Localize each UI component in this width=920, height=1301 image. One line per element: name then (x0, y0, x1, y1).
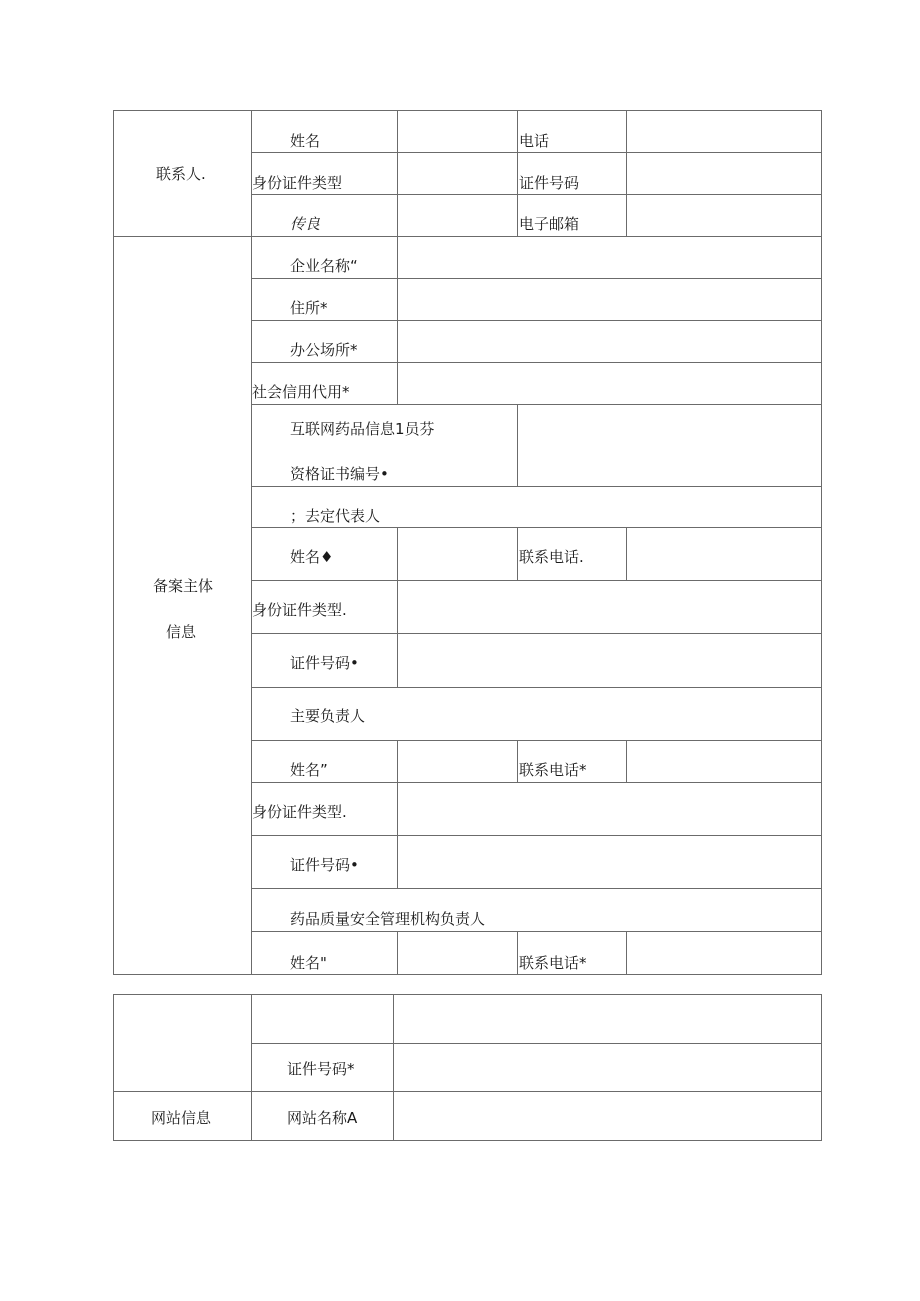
company-name-label: 企业名称“ (290, 257, 358, 275)
principal-id-type-field[interactable] (398, 783, 820, 835)
office-label: 办公场所* (290, 341, 358, 359)
table-divider (517, 527, 518, 580)
quality-manager-name-field[interactable] (398, 932, 516, 974)
contact-group-label: 联系人. (156, 165, 206, 183)
table-divider (517, 740, 518, 782)
table-divider-group (251, 994, 252, 1141)
legal-rep-phone-label: 联系电话. (519, 548, 584, 566)
principal-phone-label: 联系电话* (519, 761, 587, 779)
company-name-field[interactable] (398, 237, 820, 278)
legal-rep-name-field[interactable] (398, 528, 516, 580)
cert-label: 互联网药品信息1员芬 (290, 420, 435, 438)
legal-rep-phone-field[interactable] (627, 528, 820, 580)
table-divider (251, 888, 821, 889)
principal-id-type-label: 身份证件类型. (252, 803, 347, 821)
legal-rep-name-label: 姓名♦ (290, 548, 334, 566)
contact-phone-label: 电话 (519, 132, 550, 150)
contact-id-number-field[interactable] (627, 153, 820, 194)
website-name-label: 网站名称A (287, 1109, 358, 1127)
legal-rep-id-type-label: 身份证件类型. (252, 601, 347, 619)
contact-name-field[interactable] (398, 111, 516, 152)
table-divider (517, 110, 518, 236)
quality-manager-id-number-label: 证件号码* (287, 1060, 355, 1078)
table-border-right (821, 994, 822, 1141)
contact-email-label: 电子邮箱 (519, 215, 580, 233)
table-divider (251, 687, 821, 688)
principal-id-number-field[interactable] (398, 836, 820, 888)
website-name-field[interactable] (394, 1092, 820, 1140)
office-field[interactable] (398, 321, 820, 362)
contact-phone-field[interactable] (627, 111, 820, 152)
principal-heading: 主要负责人 (290, 707, 366, 725)
principal-name-label: 姓名” (290, 761, 328, 779)
table-border-bottom (113, 1140, 822, 1141)
contact-email-field[interactable] (627, 195, 820, 236)
quality-manager-name-label: 姓名" (290, 954, 327, 972)
table-divider-group (251, 110, 252, 975)
website-group-label: 网站信息 (151, 1109, 212, 1127)
contact-id-type-label: 身份证件类型 (252, 174, 343, 192)
entity-group-label-line2: 信息 (166, 623, 197, 641)
legal-rep-id-number-label: 证件号码• (290, 654, 359, 672)
contact-name-label: 姓名 (290, 132, 321, 150)
continued-field[interactable] (394, 995, 820, 1043)
quality-manager-id-number-field[interactable] (394, 1044, 820, 1091)
contact-fax-field[interactable] (398, 195, 516, 236)
contact-id-number-label: 证件号码 (519, 174, 580, 192)
legal-rep-heading: ；去定代表人 (290, 507, 381, 525)
cert-number-field[interactable] (518, 405, 820, 486)
cert-label-line2: 资格证书编号• (290, 465, 389, 483)
table-divider (251, 486, 821, 487)
address-field[interactable] (398, 279, 820, 320)
contact-fax-label: 传良 (290, 215, 321, 233)
credit-code-label: 社会信用代用* (252, 383, 350, 401)
legal-rep-id-type-field[interactable] (398, 581, 820, 633)
quality-manager-heading: 药品质量安全管理机构负责人 (290, 910, 486, 928)
table-border-right (821, 110, 822, 975)
address-label: 住所* (290, 299, 328, 317)
legal-rep-id-number-field[interactable] (398, 634, 820, 687)
table-divider (517, 931, 518, 974)
contact-id-type-field[interactable] (398, 153, 516, 194)
entity-group-label: 备案主体 (153, 577, 214, 595)
quality-manager-phone-field[interactable] (627, 932, 820, 974)
principal-name-field[interactable] (398, 741, 516, 782)
table-border-bottom (113, 974, 822, 975)
principal-phone-field[interactable] (627, 741, 820, 782)
table-border-left (113, 110, 114, 975)
principal-id-number-label: 证件号码• (290, 856, 359, 874)
table-border-left (113, 994, 114, 1141)
credit-code-field[interactable] (398, 363, 820, 404)
quality-manager-phone-label: 联系电话* (519, 954, 587, 972)
